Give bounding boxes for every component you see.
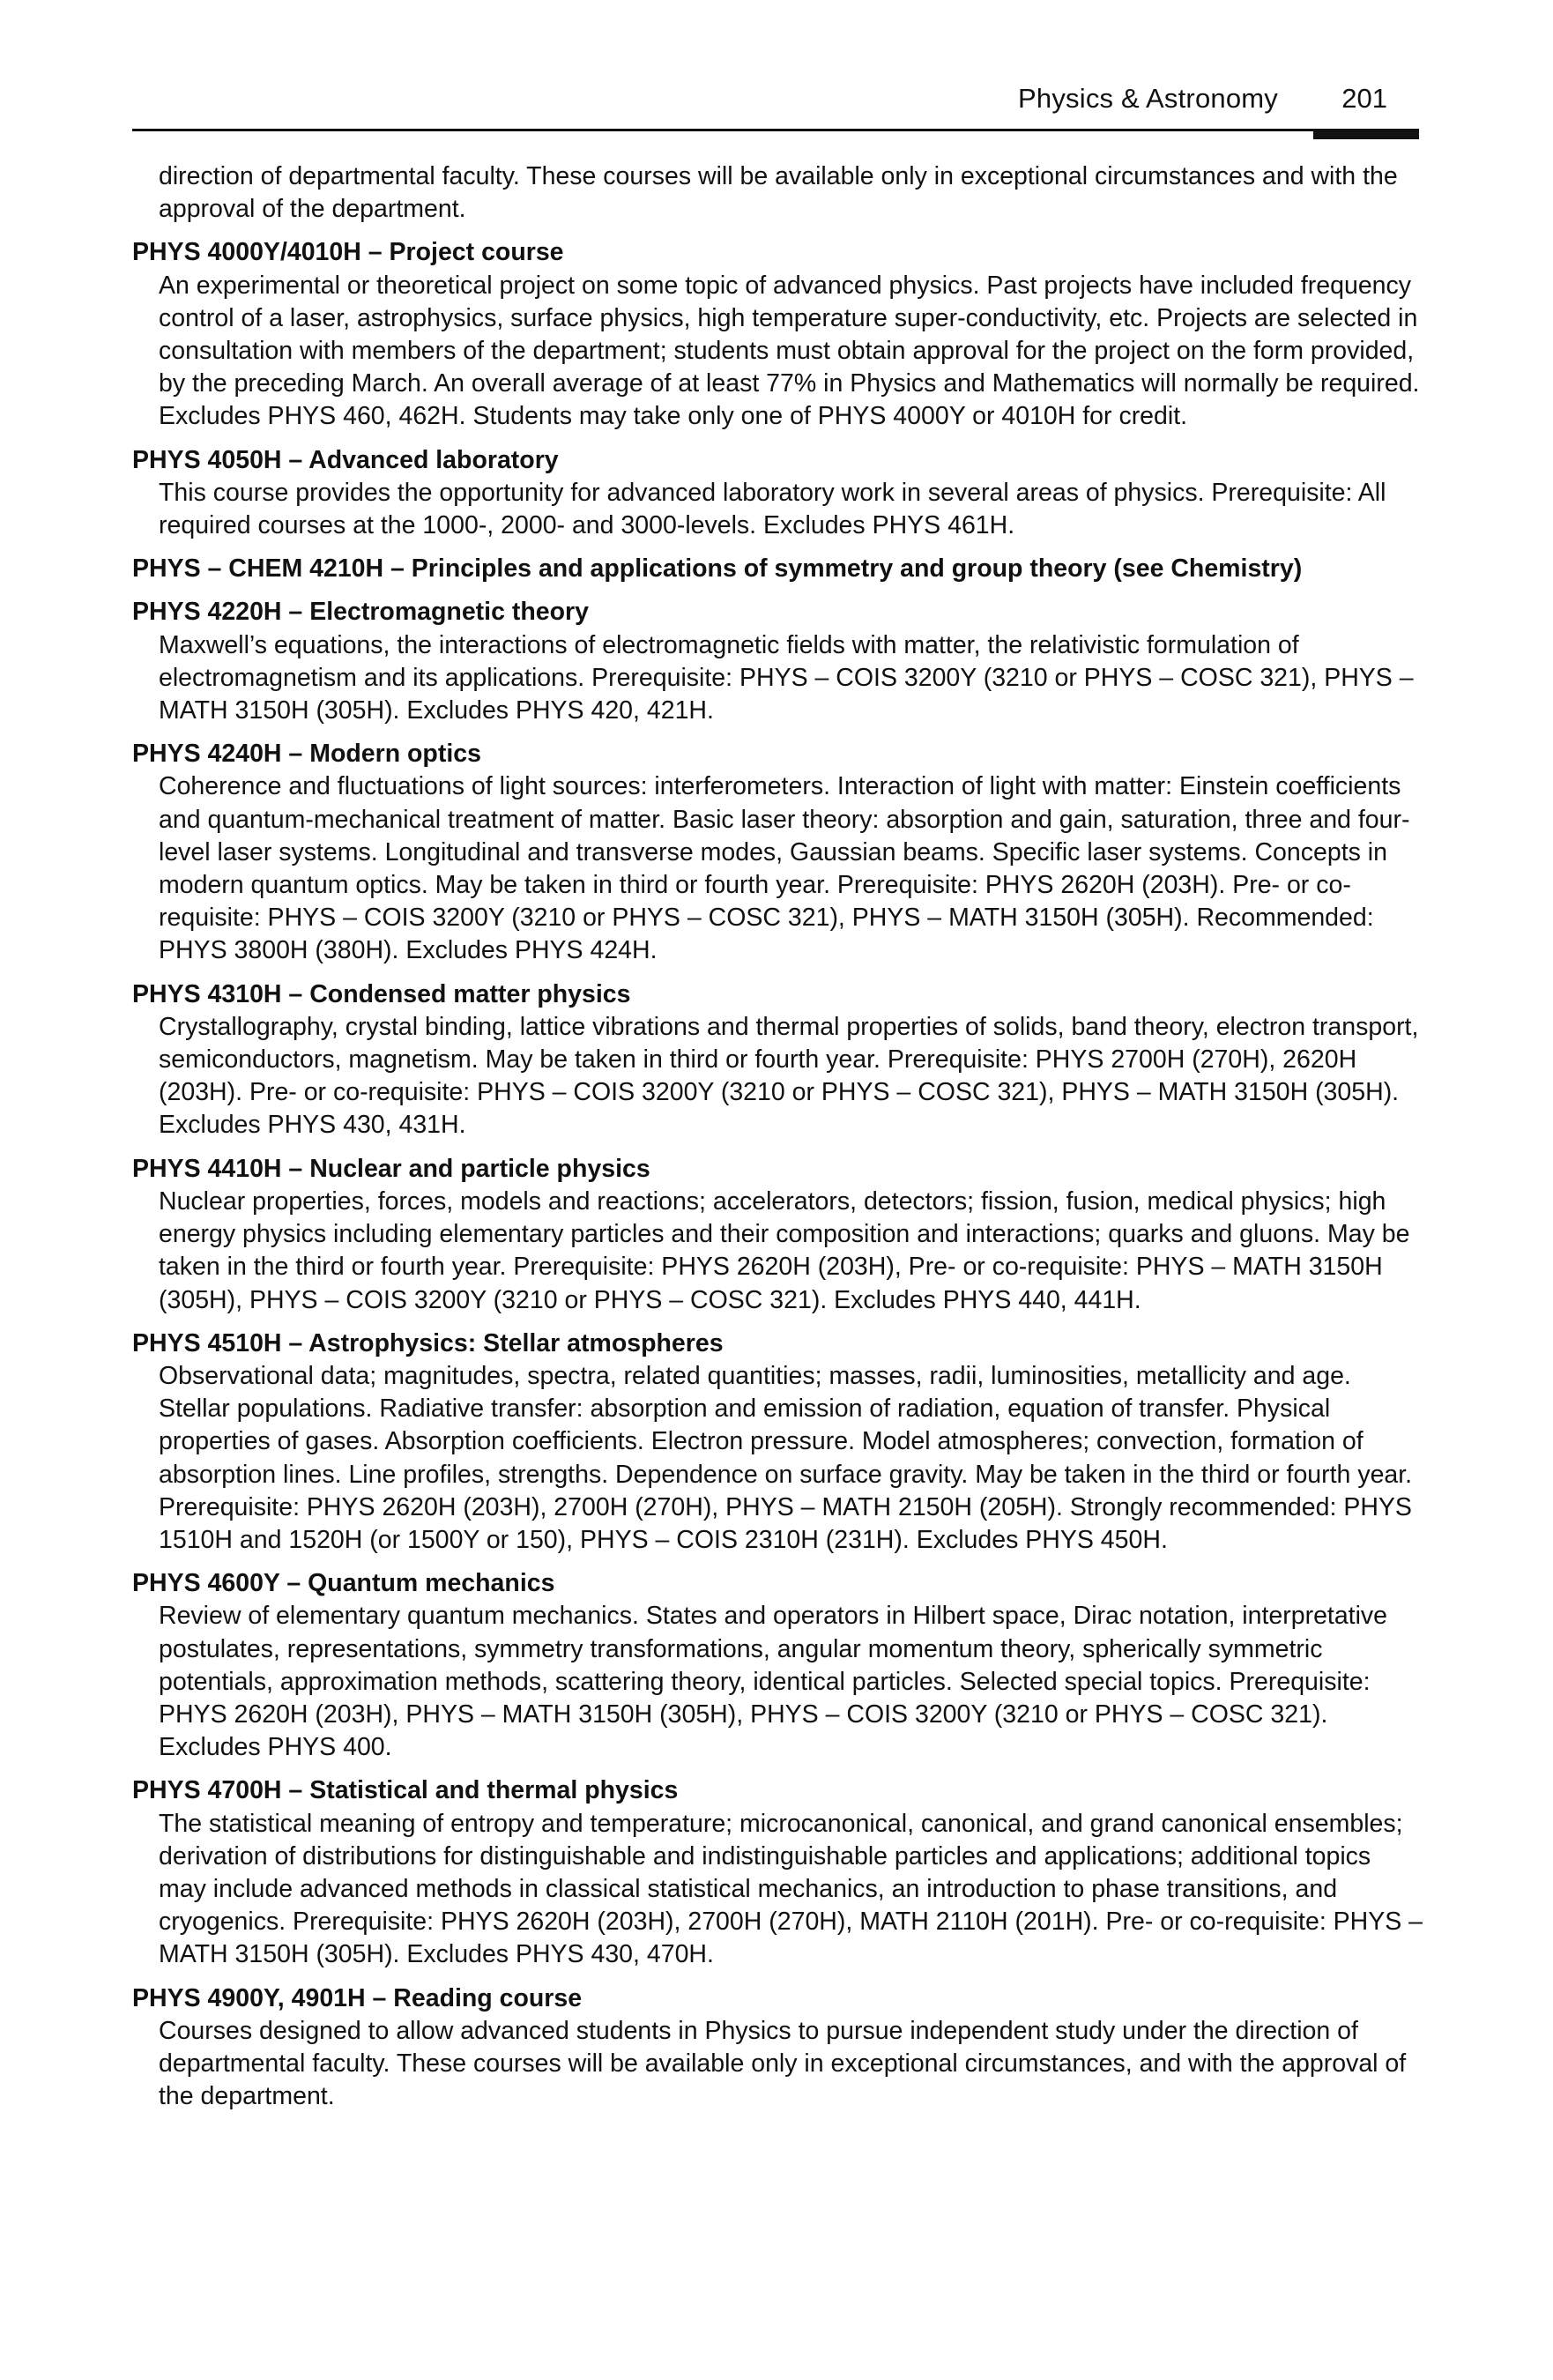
course-description: Nuclear properties, forces, models and reactions; accelerators, detectors; fission, fusion, medical physics; high energy physics including elementary particles and their composition and interactions; quarks and gluons. May be taken in the third or fourth year. Prerequisite: PHYS 2620H (203H), Pre- or co-requisite: PHYS – MATH 3150H (305H), PHYS – COIS 3200Y (3210 or PHYS – COSC 321). Excludes PHYS 440, 441H. — [159, 1186, 1410, 1314]
course-entry — [132, 1982, 1423, 2114]
course-entry — [132, 1774, 1423, 1971]
course-description: Review of elementary quantum mechanics. States and operators in Hilbert space, Dirac notation, interpretative postulates, representations, symmetry transformations, angular momentum theory, spherically symmetric potentials, approximation methods, scattering theory, identical particles. Selected special topics. Prerequisite: PHYS 2620H (203H), PHYS – MATH 3150H (305H), PHYS – COIS 3200Y (3210 or PHYS – COSC 321). Excludes PHYS 400. — [159, 1602, 1388, 1762]
course-title: PHYS – CHEM 4210H – Principles and applications of symmetry and group theory (see Chemistry) — [132, 554, 1303, 584]
course-title: PHYS 4410H – Nuclear and particle physics — [132, 1154, 650, 1183]
course-entry — [132, 1567, 1423, 1764]
course-listing — [132, 160, 1423, 2123]
course-title: PHYS 4240H – Modern optics — [132, 740, 481, 769]
course-entry — [132, 444, 1423, 543]
course-entry — [132, 596, 1423, 727]
course-description: Coherence and fluctuations of light sources: interferometers. Interaction of light with matter: Einstein coefficients and quantum-mechanical treatment of matter. Basic laser theory: absorption and gain, saturation, three and four-level laser systems. Longitudinal and transverse modes, Gaussian beams. Specific laser systems. Concepts in modern quantum optics. May be taken in third or fourth year. Prerequisite: PHYS 2620H (203H). Pre- or co-requisite: PHYS – COIS 3200Y (3210 or PHYS – COSC 321), PHYS – MATH 3150H (305H). Recommended: PHYS 3800H (380H). Excludes PHYS 424H. — [159, 772, 1410, 965]
course-entry — [132, 1328, 1423, 1557]
course-description: Maxwell’s equations, the interactions of electromagnetic fields with matter, the relativistic formulation of electromagnetism and its applications. Prerequisite: PHYS – COIS 3200Y (3210 or PHYS – COSC 321), PHYS – MATH 3150H (305H). Excludes PHYS 420, 421H. — [159, 630, 1414, 725]
course-description: This course provides the opportunity for advanced laboratory work in several areas of physics. Prerequisite: All required courses at the 1000-, 2000- and 3000-levels. Excludes PHYS 461H. — [159, 478, 1386, 540]
course-description: Crystallography, crystal binding, lattice vibrations and thermal properties of solids, band theory, electron transport, semiconductors, magnetism. May be taken in third or fourth year. Prerequisite: PHYS 2700H (270H), 2620H (203H). Pre- or co-requisite: PHYS – COIS 3200Y (3210 or PHYS – COSC 321), PHYS – MATH 3150H (305H). Excludes PHYS 430, 431H. — [159, 1012, 1419, 1140]
course-entry — [132, 738, 1423, 967]
course-title: PHYS 4310H – Condensed matter physics — [132, 979, 631, 1008]
course-description: The statistical meaning of entropy and temperature; microcanonical, canonical, and grand canonical ensembles; derivation of distributions for distinguishable and indistinguishable particles and applications; additional topics may include advanced methods in classical statistical mechanics, an introduction to phase transitions, and cryogenics. Prerequisite: PHYS 2620H (203H), 2700H (270H), MATH 2110H (201H). Pre- or co-requisite: PHYS – MATH 3150H (305H). Excludes PHYS 430, 470H. — [159, 1809, 1423, 1969]
course-title: PHYS 4220H – Electromagnetic theory — [132, 598, 589, 627]
course-title: PHYS 4000Y/4010H – Project course — [132, 238, 564, 267]
page-number: 201 — [1341, 83, 1387, 114]
course-entry — [132, 1153, 1423, 1317]
course-title: PHYS 4050H – Advanced laboratory — [132, 445, 559, 474]
course-entry — [132, 236, 1423, 433]
header-rule-bar — [1313, 130, 1419, 139]
course-description: An experimental or theoretical project on some topic of advanced physics. Past projects have included frequency control of a laser, astrophysics, surface physics, high temperature super-conductivity, etc. Projects are selected in consultation with members of the department; students must obtain approval for the project on the form provided, by the preceding March. An overall average of at least 77% in Physics and Mathematics will normally be required. Excludes PHYS 460, 462H. Students may take only one of PHYS 4000Y or 4010H for credit. — [159, 271, 1420, 431]
course-title: PHYS 4900Y, 4901H – Reading course — [132, 1983, 583, 2012]
course-description: Courses designed to allow advanced students in Physics to pursue independent study under the direction of departmental faculty. These courses will be available only in exceptional circumstances, and with the approval of the department. — [159, 2016, 1407, 2111]
header-title: Physics & Astronomy — [1018, 83, 1278, 114]
course-title: PHYS 4600Y – Quantum mechanics — [132, 1569, 555, 1598]
course-entry — [132, 978, 1423, 1142]
running-header — [132, 78, 1419, 131]
continued-intro-text: direction of departmental faculty. These courses will be available only in exceptional circumstances and with the approval of the department. — [159, 162, 1398, 224]
course-title: PHYS 4510H – Astrophysics: Stellar atmospheres — [132, 1328, 724, 1357]
course-description: Observational data; magnitudes, spectra, related quantities; masses, radii, luminosities, metallicity and age. Stellar populations. Radiative transfer: absorption and emission of radiation, equation of transfer. Physical properties of gases. Absorption coefficients. Electron pressure. Model atmospheres; convection, formation of absorption lines. Line profiles, strengths. Dependence on surface gravity. May be taken in the third or fourth year. Prerequisite: PHYS 2620H (203H), 2700H (270H), PHYS – MATH 2150H (205H). Strongly recommended: PHYS 1510H and 1520H (or 1500Y or 150), PHYS – COIS 2310H (231H). Excludes PHYS 450H. — [159, 1361, 1413, 1554]
course-entry — [132, 553, 1423, 585]
course-title: PHYS 4700H – Statistical and thermal physics — [132, 1776, 679, 1805]
